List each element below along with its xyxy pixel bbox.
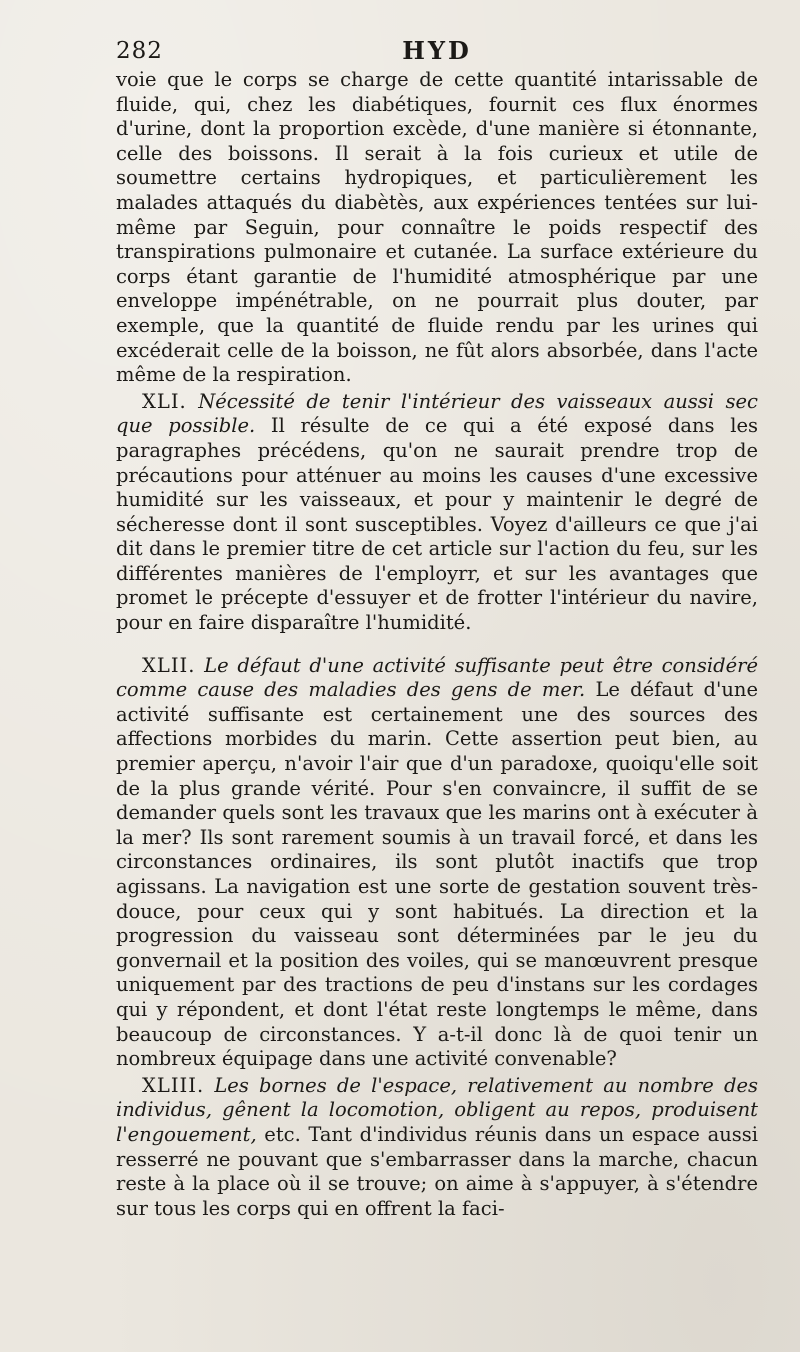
section-number: XLI.	[142, 389, 187, 413]
paragraph-continuation	[116, 68, 758, 388]
section-xli	[116, 390, 758, 636]
section-number: XLIII.	[142, 1073, 205, 1097]
section-xliii	[116, 1074, 758, 1222]
paragraph-text: voie que le corps se charge de cette quantité intarissable de fluide, qui, chez les diabétiques, fournit ces flux énormes d'urine, dont la proportion excède, d'une manière si étonnante, celle des boissons. Il serait à la fois curieux et utile de soumettre certains hydropiques, et particulièrement les malades attaqués du diabètès, aux expériences tentées sur lui-même par Seguin, pour connaître le poids respectif des transpirations pulmonaire et cutanée. La surface extérieure du corps étant garantie de l'humidité atmosphérique par une enveloppe impénétrable, on ne pourrait plus douter, par exemple, que la quantité de fluide rendu par les urines qui excéderait celle de la boisson, ne fût alors absorbée, dans l'acte même de la respiration.	[116, 68, 758, 387]
running-head: HYD	[402, 36, 472, 65]
paragraph-text: Il résulte de ce qui a été exposé dans les paragraphes précédens, qu'on ne saurait prendre trop de précautions pour atténuer au moins les causes d'une excessive humidité sur les vaisseaux, et pour y maintenir le degré de sécheresse dont il sont susceptibles. Voyez d'ailleurs ce que j'ai dit dans le premier titre de cet article sur l'action du feu, sur les différentes manières de l'employrr, et sur les avantages que promet le précepte d'essuyer et de frotter l'intérieur du navire, pour en faire disparaître l'humidité.	[116, 414, 758, 635]
section-title: Les bornes de l'espace, relativement au nombre des individus, gênent la locomotion, obligent au repos, produisent l'engouement,	[116, 1073, 758, 1146]
body-text	[116, 68, 758, 1221]
paragraph-text: etc. Tant d'individus réunis dans un espace aussi resserré ne pouvant que s'embarrasser dans la marche, chacun reste à la place où il se trouve; on aime à s'appuyer, à s'étendre sur tous les corps qui en offrent la faci-	[116, 1122, 758, 1220]
section-number: XLII.	[142, 653, 196, 677]
paragraph-text: Le défaut d'une activité suffisante est certainement une des sources des affections morbides du marin. Cette assertion peut bien, au premier aperçu, n'avoir l'air que d'un paradoxe, quoiqu'elle soit de la plus grande vérité. Pour s'en convaincre, il suffit de se demander quels sont les travaux que les marins ont à exécuter à la mer? Ils sont rarement soumis à un travail forcé, et dans les circonstances ordinaires, ils sont plutôt inactifs que trop agissans. La navigation est une sorte de gestation souvent très-douce, pour ceux qui y sont habitués. La direction et la progression du vaisseau sont déterminées par le jeu du gonvernail et la position des voiles, qui se manœuvrent presque uniquement par des tractions de peu d'instans sur les cordages qui y répondent, et dont l'état reste longtemps le même, dans beaucoup de circonstances. Y a-t-il donc là de quoi tenir un nombreux équipage dans une activité convenable?	[116, 678, 759, 1071]
page-number: 282	[116, 38, 163, 64]
section-xlii	[116, 654, 758, 1072]
section-title: Le défaut d'une activité suffisante peut être considéré comme cause des maladies des gens de mer.	[116, 653, 758, 702]
section-title: Nécessité de tenir l'intérieur des vaisseaux aussi sec que possible.	[116, 389, 758, 438]
page-header	[116, 34, 758, 68]
